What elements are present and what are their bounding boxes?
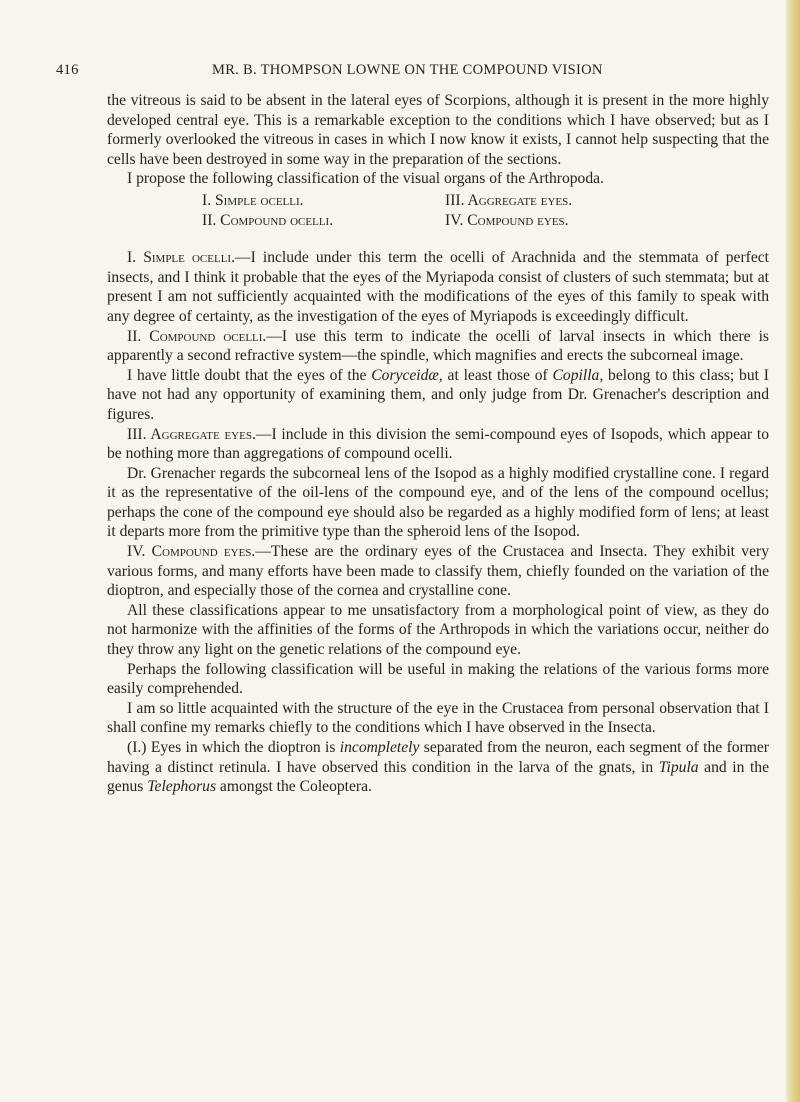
italic-taxon: Coryceidæ, — [371, 366, 443, 384]
class-item-compound-eyes: IV. Compound eyes. — [445, 211, 569, 229]
text-run: belong to this class; but I have not had any opportunity of examining them, and only judge from Dr. Grenacher's description and figures. — [107, 366, 769, 423]
section-simple-ocelli — [107, 248, 769, 326]
paragraph-following-classification: Perhaps the following classification will be useful in making the relations of the various forms more easily comprehended. — [107, 660, 769, 698]
paragraph-vitreous: the vitreous is said to be absent in the lateral eyes of Scorpions, although it is present in the more highly developed central eye. This is a remarkable exception to the conditions which I have observed; but as I formerly overlooked the vitreous in cases in which I now know it exists, I cannot help suspecting that the cells have been destroyed in some way in the preparation of the sections. — [107, 92, 769, 168]
italic-term: incompletely — [339, 739, 420, 756]
italic-taxon: Telephorus — [147, 778, 217, 796]
text-run: at least those of — [442, 366, 553, 384]
paragraph-grenacher: Dr. Grenacher regards the subcorneal lens of the Isopod as a highly modified crystalline cone. I regard it as the representative of the oil-lens of the compound eye, and of the lens of the compound ocellus; perhaps the cone of the compound eye should also be regarded as a highly modified form of lens; at least it departs more from the primitive type than the spheroid lens of the Isopod. — [107, 464, 769, 541]
text-run: (I.) Eyes in which the dioptron is — [127, 739, 340, 756]
section-text: —These are the ordinary eyes of the Crustacea and Insecta. They exhibit very various forms, and many efforts have been made to classify them, chiefly founded on the variation of the dioptron, and especially those of the cornea and crystalline cone. — [107, 543, 769, 600]
page-edge — [786, 0, 800, 1102]
section-compound-ocelli — [107, 327, 769, 366]
paragraph-incompletely-separated — [107, 738, 769, 797]
paragraph-classifications-unsatisfactory: All these classifications appear to me unsatisfactory from a morphological point of view, as they do not harmonize with the affinities of the forms of the Arthropods in which the variations occur, neither do they throw any light on the genetic relations of the compound eye. — [107, 601, 769, 659]
class-item-simple-ocelli: I. Simple ocelli. — [202, 191, 304, 209]
page-number: 416 — [56, 62, 79, 78]
section-compound-eyes — [107, 542, 769, 601]
italic-taxon: Tipula — [658, 758, 699, 776]
text-run: separated from the neuron, each segment of the former having a distinct retinula. I have observed this condition in the larva of the gnats, in — [107, 739, 769, 776]
section-heading: III. Aggregate eyes. — [127, 425, 256, 443]
class-item-aggregate-eyes: III. Aggregate eyes. — [445, 191, 573, 209]
running-title: MR. B. THOMPSON LOWNE ON THE COMPOUND VISION — [212, 62, 603, 78]
text-run: I have little doubt that the eyes of the — [127, 366, 372, 384]
section-text: —I include under this term the ocelli of Arachnida and the stemmata of perfect insects, and I think it probable that the eyes of the Myriapoda consist of clusters of such stemmata; but at present I am not sufficiently acquainted with the modifications of the eyes of this family to speak with any degree of certainty, as the investigation of the eyes of Myriapods is exceedingly difficult. — [107, 249, 770, 325]
section-heading: IV. Compound eyes. — [127, 543, 256, 561]
paragraph-personal-observation: I am so little acquainted with the structure of the eye in the Crustacea from personal observation that I shall confine my remarks chiefly to the conditions which I have observed in the Insecta. — [107, 699, 769, 737]
section-heading: I. Simple ocelli. — [127, 249, 235, 267]
section-heading: II. Compound ocelli. — [127, 327, 267, 345]
italic-taxon: Copilla, — [552, 366, 604, 384]
section-aggregate-eyes — [107, 425, 769, 464]
section-text: —I use this term to indicate the ocelli of larval insects in which there is apparently a second refractive system—the spindle, which magnifies and erects the subcorneal image. — [107, 327, 769, 365]
class-item-compound-ocelli: II. Compound ocelli. — [202, 211, 334, 229]
section-text: —I include in this division the semi-compound eyes of Isopods, which appear to be nothing more than aggregations of compound ocelli. — [107, 425, 770, 463]
classification-list — [107, 191, 769, 230]
text-run: amongst the Coleoptera. — [216, 778, 372, 796]
paragraph-coryceidae — [107, 366, 769, 425]
running-header — [52, 62, 742, 84]
body-text — [107, 91, 769, 797]
text-run: and in the genus — [107, 758, 770, 796]
paragraph-classification-intro: I propose the following classification of the visual organs of the Arthropoda. — [127, 170, 604, 188]
